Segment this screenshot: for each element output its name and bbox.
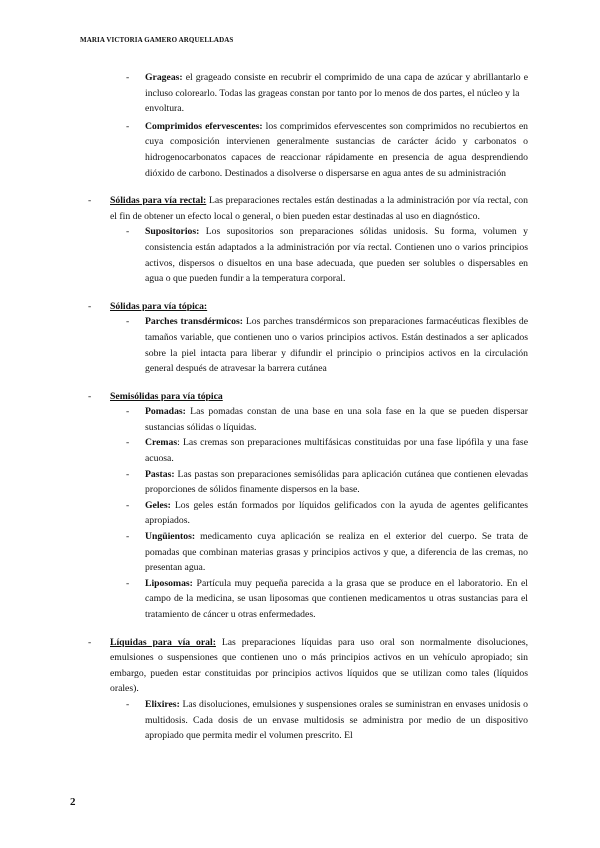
section-title-liquidas-via-oral: Líquidas para vía oral: [110,636,216,648]
term-liposomas: Liposomas: [145,577,193,589]
bullet-dash: - [126,531,130,543]
bullet-dash: - [126,437,130,449]
term-supositorios: Supositorios: [145,226,200,238]
definition-geles: Los geles están formados por líquidos gelificados con la ayuda de agentes gelificantes apropiados. [145,499,528,527]
list-item-unguientos [88,529,528,576]
term-pastas: Pastas: [145,468,175,480]
definition-comprimidos-efervescentes: los comprimidos efervescentes son comprimidos no recubiertos en cuya composición intervienen generalmente sustancias de carácter ácido y carbonatos o hidrogenocarbonatos capaces de reaccionar rápidamente en presencia de agua desprendiendo dióxido de carbono. Destinados a disolverse o dispersarse en agua antes de su administración [145,120,528,179]
term-comprimidos-efervescentes: Comprimidos efervescentes: [145,120,263,132]
list-item-parches-transdermicos [88,314,528,376]
section-semisolidas-via-topica [88,389,528,405]
bullet-dash: - [126,499,130,511]
list-item-elixires [88,697,528,744]
bullet-dash: - [88,300,92,312]
term-pomadas: Pomadas: [145,406,186,418]
bullet-dash: - [126,316,130,328]
page-number: 2 [70,796,76,808]
definition-pomadas: Las pomadas constan de una base en una sola fase en la que se pueden dispersar sustancias sólidas o líquidas. [145,406,528,433]
definition-grageas: el grageado consiste en recubrir el comprimido de una capa de azúcar y abrillantarlo e incluso colorearlo. Todas las grageas constan por tanto por lo menos de dos partes, el núcleo y la [145,72,528,99]
bullet-dash: - [88,195,92,207]
section-solidas-via-rectal [88,193,528,224]
bullet-dash: - [88,390,92,402]
bullet-dash: - [126,698,130,710]
term-elixires: Elixires: [145,698,180,710]
bullet-dash: - [126,468,130,480]
definition-cremas: : Las cremas son preparaciones multifásicas constituidas por una fase lipófila y una fase acuosa. [145,437,528,465]
term-grageas: Grageas: [145,72,183,83]
section-solidas-via-topica [88,299,528,315]
document-body [88,70,528,744]
section-title-solidas-via-topica: Sólidas para vía tópica: [110,300,208,312]
definition-supositorios: Los supositorios son preparaciones sólidas unidosis. Su forma, volumen y consistencia están adaptados a la administración por vía rectal. Contienen uno o varios principios activos, dispersos o disueltos en una base adecuada, que pueden ser solubles o dispersables en agua o que pueden fundir a la temperatura corporal. [145,226,528,285]
list-item-supositorios [88,224,528,286]
bullet-dash: - [126,577,130,589]
list-item-grageas [88,70,528,117]
page-header-author: MARIA VICTORIA GAMERO ARQUELLADAS [80,36,234,44]
term-geles: Geles: [145,499,171,511]
term-parches-transdermicos: Parches transdérmicos: [145,316,243,328]
list-item-comprimidos-efervescentes [88,119,528,181]
bullet-dash: - [126,226,130,238]
section-text-solidas-via-rectal: Las preparaciones rectales están destinadas a la administración por vía rectal, con el fin de obtener un efecto local o general, o bien pueden estar destinadas al uso en diagnóstico. [110,195,528,222]
term-unguientos: Ungüientos: [145,531,196,543]
definition-unguientos: medicamento cuya aplicación se realiza en el exterior del cuerpo. Se trata de pomadas que combinan materias grasas y principios activos y que, a diferencia de las cremas, no presentan agua. [145,531,528,574]
list-item-pomadas [88,404,528,435]
bullet-dash: - [88,636,92,648]
list-item-geles [88,498,528,529]
definition-pastas: Las pastas son preparaciones semisólidas para aplicación cutánea que contienen elevadas proporciones de sólidos finamente dispersos en la base. [145,468,528,496]
section-title-solidas-via-rectal: Sólidas para vía rectal: [110,195,207,207]
section-title-semisolidas-via-topica: Semisólidas para vía tópica [110,390,223,402]
term-cremas: Cremas [145,437,178,449]
list-item-pastas [88,467,528,498]
list-item-cremas [88,435,528,466]
section-text-liquidas-via-oral: Las preparaciones líquidas para uso oral son normalmente disoluciones, emulsiones o suspensiones que contienen uno o más principios activos en un vehículo apropiado; sin embargo, pueden estar constituidas por principios activos líquidos que se utilizan como tales (líquidos orales). [110,636,529,695]
bullet-dash: - [126,120,130,132]
definition-elixires: Las disoluciones, emulsiones y suspensiones orales se suministran en envases unidosis o multidosis. Cada dosis de un envase multidosis se administra por medio de un dispositivo apropiado que permita medir el volumen prescrito. El [145,698,528,742]
bullet-dash: - [126,406,130,418]
bullet-dash: - [126,72,130,83]
definition-liposomas: Partícula muy pequeña parecida a la grasa que se produce en el laboratorio. En el campo de la medicina, se usan liposomas que contienen medicamentos u otras sustancias para el tratamiento de cáncer u otras enfermedades. [145,577,528,620]
definition-grageas-continued: envoltura. [145,103,185,115]
definition-parches-transdermicos: Los parches transdérmicos son preparaciones farmacéuticas flexibles de tamaños variable, que contienen uno o varios principios activos. Están destinados a ser aplicados sobre la piel intacta para liberar y difundir el principio o principios activos en la circulación general después de atravesar la barrera cutánea [145,316,529,375]
section-liquidas-via-oral [88,635,528,697]
list-item-liposomas [88,576,528,623]
